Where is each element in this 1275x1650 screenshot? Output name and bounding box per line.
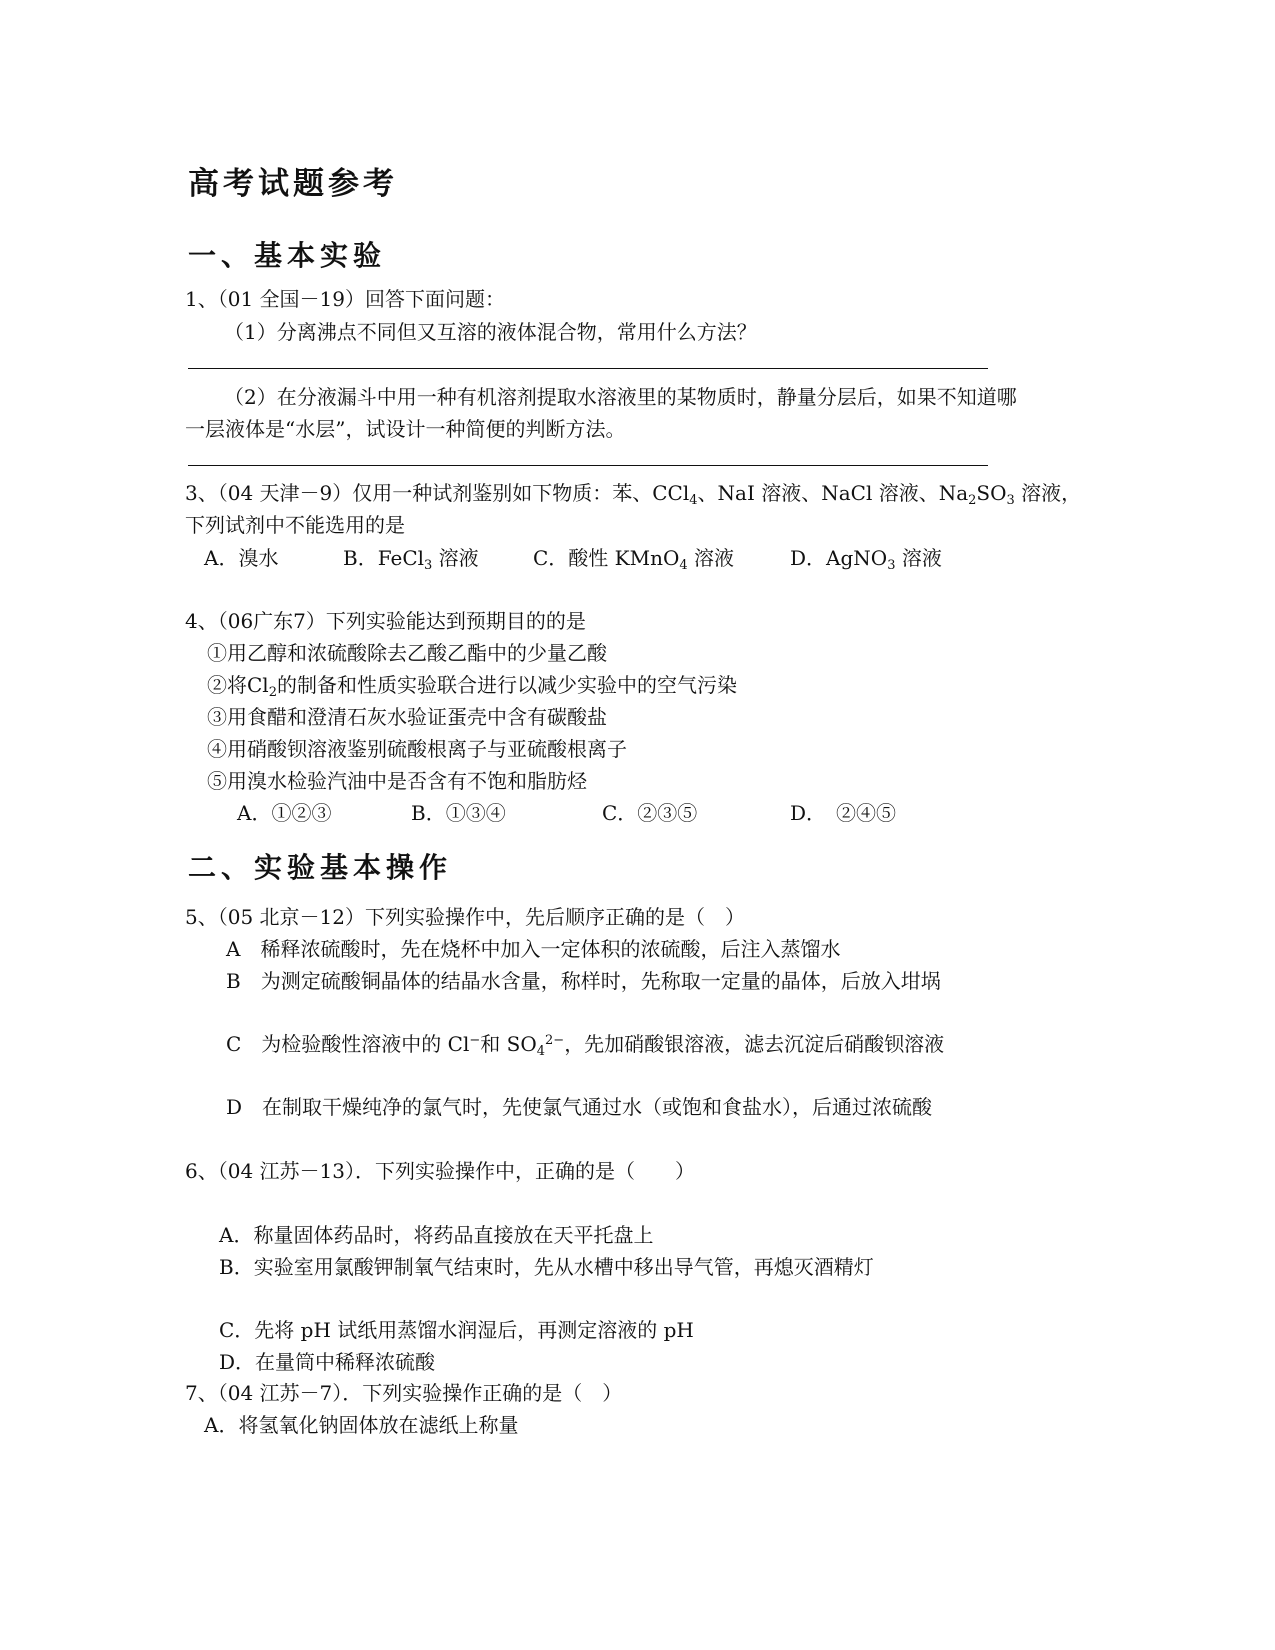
q4-item-2-text: ②将Cl [207, 673, 269, 697]
question-5-stem: 5、（05 北京－12）下列实验操作中，先后顺序正确的是（ ） [185, 905, 745, 929]
q3-stem-text-c: SO [976, 481, 1007, 505]
question-4-item-2 [207, 672, 737, 698]
question-6-option-c: C．先将 pH 试纸用蒸馏水润湿后，再测定溶液的 pH [219, 1318, 694, 1342]
q5-superscript: − [469, 1033, 481, 1048]
q3-stem-text-d: 溶液， [1014, 481, 1082, 505]
q3-subscript: 4 [689, 493, 698, 508]
question-6-stem: 6、（04 江苏－13）．下列实验操作中，正确的是（ ） [185, 1159, 695, 1183]
q3-subscript: 3 [887, 558, 896, 573]
page-title: 高考试题参考 [188, 166, 398, 202]
question-4-item-3: ③用食醋和澄清石灰水验证蛋壳中含有碳酸盐 [207, 705, 607, 729]
q3-option-d-text: D．AgNO [790, 546, 888, 570]
q5-option-c-text: C 为检验酸性溶液中的 Cl [226, 1032, 470, 1056]
question-4-item-4: ④用硝酸钡溶液鉴别硫酸根离子与亚硫酸根离子 [207, 737, 627, 761]
q3-subscript: 3 [424, 558, 433, 573]
q3-subscript: 3 [1006, 493, 1015, 508]
q3-subscript: 4 [679, 558, 688, 573]
q4-item-2-suffix: 的制备和性质实验联合进行以减少实验中的空气污染 [276, 673, 737, 697]
q3-stem-text-b: 、NaI 溶液、NaCl 溶液、Na [697, 481, 969, 505]
q5-superscript: 2− [545, 1033, 565, 1048]
question-4-item-5: ⑤用溴水检验汽油中是否含有不饱和脂肪烃 [207, 769, 587, 793]
question-5-option-d: D 在制取干燥纯净的氯气时，先使氯气通过水（或饱和食盐水），后通过浓硫酸 [226, 1095, 933, 1119]
question-3-option-c [533, 545, 734, 571]
q3-option-d-suffix: 溶液 [895, 546, 942, 570]
q3-stem-text-a: 3、（04 天津－9）仅用一种试剂鉴别如下物质：苯、CCl [185, 481, 690, 505]
question-3-stem [185, 480, 1081, 506]
question-1-part-2-line-1: （2）在分液漏斗中用一种有机溶剂提取水溶液里的某物质时，静量分层后，如果不知道哪 [224, 385, 1017, 409]
q5-subscript: 4 [536, 1044, 546, 1059]
question-6-option-b: B．实验室用氯酸钾制氧气结束时，先从水槽中移出导气管，再熄灭酒精灯 [219, 1255, 874, 1279]
question-5-option-b: B 为测定硫酸铜晶体的结晶水含量，称样时，先称取一定量的晶体，后放入坩埚 [226, 969, 941, 993]
question-1-part-2-line-2: 一层液体是“水层”，试设计一种简便的判断方法。 [185, 417, 626, 441]
q3-option-b-text: B．FeCl [343, 546, 425, 570]
q3-subscript: 2 [968, 493, 977, 508]
question-7-option-a: A．将氢氧化钠固体放在滤纸上称量 [204, 1413, 519, 1437]
question-4-stem: 4、（06广东7）下列实验能达到预期目的的是 [185, 609, 586, 633]
question-3-stem-line-2: 下列试剂中不能选用的是 [185, 513, 405, 537]
question-4-option-c: C．②③⑤ [602, 801, 698, 825]
question-1-stem: 1、（01 全国－19）回答下面问题： [185, 287, 505, 311]
q3-option-c-text: C．酸性 KMnO [533, 546, 680, 570]
section-heading-basic-operations: 二、实验基本操作 [188, 851, 453, 884]
question-4-option-d: D． ②④⑤ [790, 801, 897, 825]
q3-option-b-suffix: 溶液 [432, 546, 479, 570]
question-6-option-a: A．称量固体药品时，将药品直接放在天平托盘上 [219, 1223, 654, 1247]
section-heading-basic-experiments: 一、基本实验 [188, 239, 387, 272]
question-3-option-a: A．溴水 [204, 546, 279, 570]
question-3-option-b [343, 545, 479, 571]
question-7-stem: 7、（04 江苏－7）．下列实验操作正确的是（ ） [185, 1381, 623, 1405]
question-5-option-c [226, 1031, 944, 1057]
question-5-option-a: A 稀释浓硫酸时，先在烧杯中加入一定体积的浓硫酸，后注入蒸馏水 [226, 937, 841, 961]
question-4-item-1: ①用乙醇和浓硫酸除去乙酸乙酯中的少量乙酸 [207, 641, 607, 665]
question-4-option-b: B．①③④ [411, 801, 506, 825]
question-1-part-1: （1）分离沸点不同但又互溶的液体混合物，常用什么方法？ [224, 320, 757, 344]
q5-option-c-mid: 和 SO [480, 1032, 537, 1056]
q4-subscript: 2 [268, 685, 277, 700]
question-3-option-d [790, 545, 942, 571]
q3-option-c-suffix: 溶液 [687, 546, 734, 570]
question-6-option-d: D．在量筒中稀释浓硫酸 [219, 1350, 436, 1374]
q5-option-c-suffix: ，先加硝酸银溶液，滤去沉淀后硝酸钡溶液 [564, 1032, 945, 1056]
answer-line-1 [188, 368, 988, 369]
question-4-option-a: A．①②③ [237, 801, 332, 825]
answer-line-2 [188, 465, 988, 466]
